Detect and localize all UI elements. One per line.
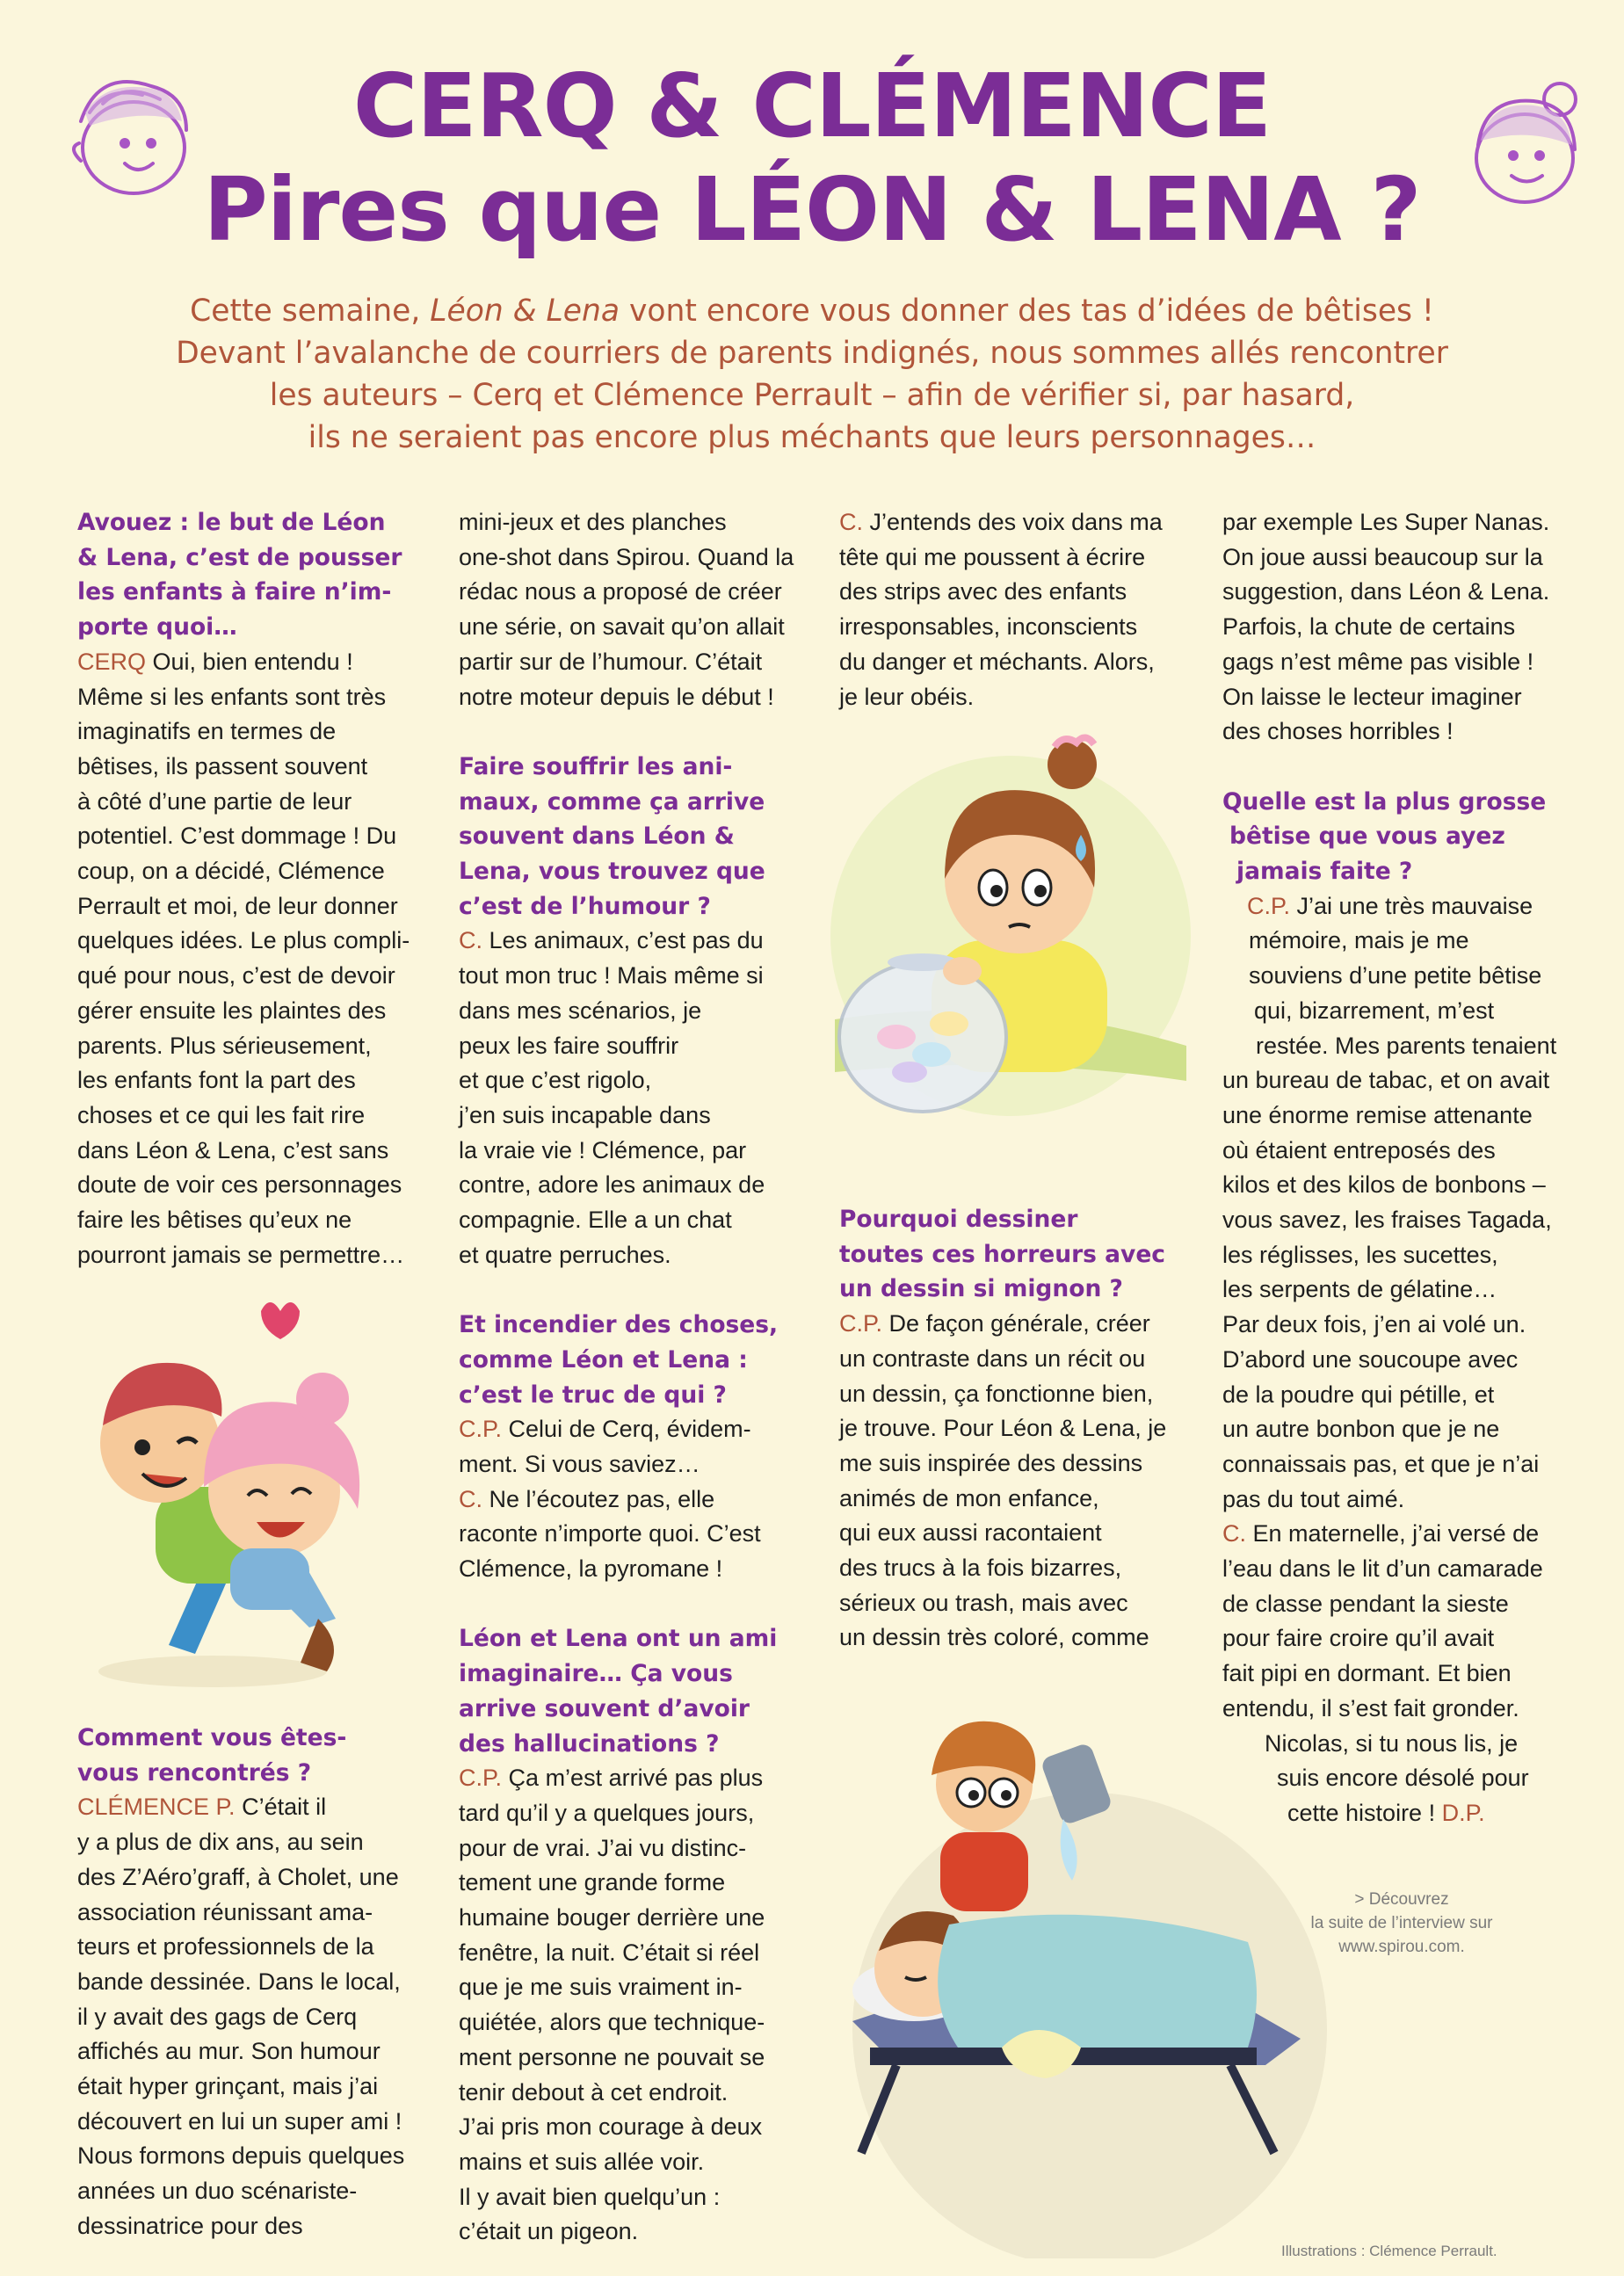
intro-text: Léon & Lena bbox=[430, 294, 620, 329]
hugging-kids-illustration bbox=[54, 1285, 406, 1698]
column-1 bbox=[77, 505, 429, 1272]
question-4 bbox=[459, 1308, 810, 1412]
text-line: ment. Si vous saviez… bbox=[459, 1450, 700, 1477]
text-line: jamais faite ? bbox=[1236, 858, 1413, 886]
text-line: je trouve. Pour Léon & Lena, je bbox=[839, 1415, 1167, 1442]
text-line: c’est le truc de qui ? bbox=[459, 1381, 727, 1409]
intro-text: ils ne seraient pas encore plus méchants que leurs personnages… bbox=[308, 420, 1316, 455]
text-line: une énorme remise attenante bbox=[1222, 1101, 1533, 1128]
speaker: C.P. bbox=[459, 1765, 503, 1792]
text-line: les enfants à faire n’im- bbox=[77, 578, 392, 606]
text-line: parents. Plus sérieusement, bbox=[77, 1032, 372, 1059]
text-line: teurs et professionnels de la bbox=[77, 1933, 374, 1961]
answer-7-body bbox=[1222, 924, 1591, 1517]
speaker: C.P. bbox=[459, 1416, 503, 1443]
text-line: sérieux ou trash, mais avec bbox=[839, 1589, 1128, 1616]
text-line: quelques idées. Le plus compli- bbox=[77, 927, 410, 954]
answer-7b bbox=[1222, 1517, 1591, 1552]
text-line: me suis inspirée des dessins bbox=[839, 1449, 1143, 1476]
text-line: était hyper grinçant, mais j’ai bbox=[77, 2073, 379, 2100]
text-line: D’abord une soucoupe avec bbox=[1222, 1345, 1519, 1373]
text-line: Avouez : le but de Léon bbox=[77, 509, 386, 536]
text-line: les serpents de gélatine… bbox=[1222, 1276, 1497, 1303]
intro-text: Cette semaine, bbox=[190, 294, 431, 329]
text-line: des trucs à la fois bizarres, bbox=[839, 1555, 1122, 1582]
intro-text: vont encore vous donner des tas d’idées de bêtises ! bbox=[620, 294, 1434, 329]
text-line: suis encore désolé pour bbox=[1277, 1765, 1529, 1792]
text-line: un dessin, ça fonctionne bien, bbox=[839, 1380, 1154, 1407]
answer-3-body bbox=[459, 959, 810, 1272]
text-line: la vraie vie ! Clémence, par bbox=[459, 1136, 747, 1163]
text-line: imaginatifs en termes de bbox=[77, 718, 337, 745]
text-line: fait pipi en dormant. Et bien bbox=[1222, 1660, 1512, 1687]
column-3-lower bbox=[839, 1202, 1191, 1656]
text-line: souvent dans Léon & bbox=[459, 823, 735, 851]
text-line: choses et ce qui les fait rire bbox=[77, 1101, 366, 1128]
text-line: années un duo scénariste- bbox=[77, 2178, 358, 2205]
intro-text: Devant l’avalanche de courriers de parents indignés, nous sommes allés rencontrer bbox=[176, 336, 1448, 371]
text-line: tête qui me poussent à écrire bbox=[839, 543, 1146, 570]
text-line: Faire souffrir les ani- bbox=[459, 752, 733, 780]
column-1-lower bbox=[77, 1721, 429, 2244]
answer-continued bbox=[1222, 505, 1591, 750]
text-line: Pourquoi dessiner bbox=[839, 1206, 1078, 1233]
question-5 bbox=[459, 1621, 810, 1761]
text-line: et que c’est rigolo, bbox=[459, 1067, 652, 1094]
text-line: & Lena, c’est de pousser bbox=[77, 543, 402, 571]
text-line: raconte n’importe quoi. C’est bbox=[459, 1520, 761, 1548]
text-line: souviens d’une petite bêtise bbox=[1249, 962, 1542, 989]
answer-1-body bbox=[77, 680, 429, 1273]
question-7 bbox=[1222, 785, 1591, 889]
text-line: y a plus de dix ans, au sein bbox=[77, 1829, 364, 1856]
answer-continued-body bbox=[839, 540, 1191, 715]
question-3 bbox=[459, 750, 810, 924]
speaker: C. bbox=[459, 927, 482, 954]
question-2 bbox=[77, 1721, 429, 1790]
text-line: bêtises, ils passent souvent bbox=[77, 752, 368, 779]
text-line: one-shot dans Spirou. Quand la bbox=[459, 543, 794, 570]
text-line: entendu, il s’est fait gronder. bbox=[1222, 1694, 1519, 1721]
bed-prank-illustration bbox=[800, 1714, 1380, 2258]
speaker: C. bbox=[1222, 1520, 1246, 1548]
answer-4 bbox=[459, 1412, 810, 1447]
text-line: un contraste dans un récit ou bbox=[839, 1345, 1146, 1372]
answer-2 bbox=[77, 1790, 429, 1825]
intro-text: les auteurs – Cerq et Clémence Perrault – afin de vérifier si, par hasard, bbox=[269, 378, 1355, 413]
text-line: les enfants font la part des bbox=[77, 1067, 356, 1094]
answer-5-body bbox=[459, 1796, 810, 2250]
text-line: imaginaire… Ça vous bbox=[459, 1660, 733, 1688]
text-line: quiétée, alors que technique- bbox=[459, 2009, 765, 2036]
speaker: CERQ bbox=[77, 648, 147, 675]
text-line: faire les bêtises qu’eux ne bbox=[77, 1207, 352, 1234]
text-line: de la poudre qui pétille, et bbox=[1222, 1381, 1495, 1408]
text-line: des choses horribles ! bbox=[1222, 718, 1454, 745]
answer-text: Ne l’écoutez pas, elle bbox=[489, 1485, 715, 1512]
answer-text: En maternelle, j’ai versé de bbox=[1252, 1520, 1540, 1548]
answer-text: J’ai une très mauvaise bbox=[1296, 892, 1533, 919]
text-line: bande dessinée. Dans le local, bbox=[77, 1968, 401, 1995]
text-line: Lena, vous trouvez que bbox=[459, 858, 765, 886]
text-line: mains et suis allée voir. bbox=[459, 2149, 705, 2175]
text-line: dans mes scénarios, je bbox=[459, 997, 702, 1024]
text-line: suggestion, dans Léon & Lena. bbox=[1222, 578, 1550, 605]
text-line: animés de mon enfance, bbox=[839, 1484, 1099, 1511]
more-text: > Découvrez bbox=[1354, 1890, 1449, 1909]
text-line: Quelle est la plus grosse bbox=[1222, 787, 1547, 815]
answer-4b-body bbox=[459, 1517, 810, 1586]
text-line: je leur obéis. bbox=[839, 683, 975, 710]
text-line: du danger et méchants. Alors, bbox=[839, 648, 1155, 675]
text-line: un autre bonbon que je ne bbox=[1222, 1416, 1500, 1443]
text-line: mémoire, mais je me bbox=[1249, 927, 1469, 954]
title-line-2: Pires que LÉON & LENA ? bbox=[203, 158, 1421, 261]
text-line: qui, bizarrement, m’est bbox=[1254, 997, 1495, 1024]
text-line: association réunissant ama- bbox=[77, 1898, 373, 1925]
text-line: pourront jamais se permettre… bbox=[77, 1241, 405, 1268]
text-line: contre, adore les animaux de bbox=[459, 1171, 765, 1199]
text-line: peux les faire souffrir bbox=[459, 1032, 679, 1059]
text-line: J’ai pris mon courage à deux bbox=[459, 2113, 763, 2141]
speaker: C. bbox=[839, 509, 863, 535]
speaker: CLÉMENCE P. bbox=[77, 1794, 236, 1821]
text-line: kilos et des kilos de bonbons – bbox=[1222, 1171, 1546, 1199]
text-line: humaine bouger derrière une bbox=[459, 1904, 765, 1932]
text-line: des hallucinations ? bbox=[459, 1729, 720, 1758]
text-line: dessinatrice pour des bbox=[77, 2212, 303, 2239]
text-line: vous savez, les fraises Tagada, bbox=[1222, 1207, 1552, 1234]
text-line: il y avait des gags de Cerq bbox=[77, 2003, 358, 2030]
text-line: découvert en lui un super ami ! bbox=[77, 2107, 402, 2135]
text-line: pour faire croire qu’il avait bbox=[1222, 1625, 1495, 1652]
more-url: www.spirou.com. bbox=[1338, 1938, 1465, 1956]
text-line: notre moteur depuis le début ! bbox=[459, 683, 774, 710]
text-line: tement une grande forme bbox=[459, 1869, 726, 1896]
answer-text: De façon générale, créer bbox=[888, 1310, 1150, 1337]
text-line: irresponsables, inconscients bbox=[839, 613, 1138, 641]
signature: D.P. bbox=[1441, 1800, 1485, 1826]
answer-3 bbox=[459, 924, 810, 959]
text-line: c’était un pigeon. bbox=[459, 2218, 639, 2245]
text-line: arrive souvent d’avoir bbox=[459, 1694, 750, 1722]
answer-continued bbox=[459, 505, 810, 714]
column-3 bbox=[839, 505, 1191, 714]
text-line: l’eau dans le lit d’un camarade bbox=[1222, 1555, 1543, 1583]
text-line: compagnie. Elle a un chat bbox=[459, 1207, 732, 1234]
speaker: C.P. bbox=[839, 1310, 883, 1337]
text-line: des Z’Aéro’graff, à Cholet, une bbox=[77, 1863, 399, 1890]
text-line: affichés au mur. Son humour bbox=[77, 2038, 381, 2065]
text-line: pour de vrai. J’ai vu distinc- bbox=[459, 1834, 747, 1861]
text-line: Et incendier des choses, bbox=[459, 1311, 779, 1339]
question-6 bbox=[839, 1202, 1191, 1307]
speaker: C. bbox=[459, 1485, 482, 1512]
answer-5 bbox=[459, 1761, 810, 1796]
text-line: gags n’est même pas visible ! bbox=[1222, 648, 1534, 675]
text-line: mini-jeux et des planches bbox=[459, 509, 727, 535]
text-line: Même si les enfants sont très bbox=[77, 683, 387, 710]
answer-text: C’était il bbox=[242, 1794, 327, 1821]
text-line: qué pour nous, c’est de devoir bbox=[77, 962, 395, 989]
intro bbox=[79, 290, 1545, 459]
text-line: que je me suis vraiment in- bbox=[459, 1974, 743, 2001]
speaker: C.P. bbox=[1247, 892, 1291, 919]
text-line: toutes ces horreurs avec bbox=[839, 1240, 1166, 1268]
text-line: Par deux fois, j’en ai volé un. bbox=[1222, 1311, 1526, 1338]
text-line: gérer ensuite les plaintes des bbox=[77, 997, 387, 1024]
text-line: tenir debout à cet endroit. bbox=[459, 2078, 729, 2106]
text-line: tard qu’il y a quelques jours, bbox=[459, 1799, 755, 1826]
answer-6 bbox=[839, 1307, 1191, 1342]
text-line: j’en suis incapable dans bbox=[459, 1101, 711, 1128]
column-2 bbox=[459, 505, 810, 2250]
answer-text: Oui, bien entendu ! bbox=[152, 648, 353, 675]
text-line: Il y avait bien quelqu’un : bbox=[459, 2183, 721, 2210]
text-line: On joue aussi beaucoup sur la bbox=[1222, 543, 1543, 570]
text-line: porte quoi… bbox=[77, 613, 237, 641]
text-line: dans Léon & Lena, c’est sans bbox=[77, 1136, 389, 1163]
text-line: vous rencontrés ? bbox=[77, 1758, 312, 1787]
answer-7 bbox=[1222, 889, 1591, 924]
text-line: comme Léon et Lena : bbox=[459, 1345, 748, 1374]
answer-2-body bbox=[77, 1825, 429, 2243]
text-line: Clémence, la pyromane ! bbox=[459, 1555, 723, 1583]
text-line: On laisse le lecteur imaginer bbox=[1222, 683, 1522, 710]
text-line: un bureau de tabac, et on avait bbox=[1222, 1067, 1550, 1094]
text-line: c’est de l’humour ? bbox=[459, 892, 711, 920]
text-line: à côté d’une partie de leur bbox=[77, 787, 352, 815]
text-line: maux, comme ça arrive bbox=[459, 787, 765, 815]
text-line: pas du tout aimé. bbox=[1222, 1485, 1405, 1512]
answer-text: Ça m’est arrivé pas plus bbox=[508, 1765, 764, 1792]
text-line: Léon et Lena ont un ami bbox=[459, 1625, 778, 1653]
more-text: la suite de l’interview sur bbox=[1310, 1914, 1493, 1932]
text-line: Parfois, la chute de certains bbox=[1222, 613, 1516, 641]
answer-4-body bbox=[459, 1447, 810, 1482]
column-4 bbox=[1222, 505, 1591, 1831]
answer-1 bbox=[77, 645, 429, 680]
text-line: bêtise que vous ayez bbox=[1229, 823, 1505, 851]
text-line: un dessin très coloré, comme bbox=[839, 1624, 1149, 1651]
illustration-credit: Illustrations : Clémence Perrault. bbox=[1281, 2243, 1497, 2259]
text-line: doute de voir ces personnages bbox=[77, 1171, 402, 1199]
text-line: coup, on a décidé, Clémence bbox=[77, 858, 385, 885]
answer-6-body bbox=[839, 1342, 1191, 1656]
answer-text: J’entends des voix dans ma bbox=[869, 509, 1163, 535]
text-line: Perrault et moi, de leur donner bbox=[77, 892, 398, 919]
text-line: connaissais pas, et que je n’ai bbox=[1222, 1450, 1540, 1477]
text-line: qui eux aussi racontaient bbox=[839, 1519, 1102, 1547]
text-line: et quatre perruches. bbox=[459, 1241, 671, 1268]
text-line: rédac nous a proposé de créer bbox=[459, 578, 782, 605]
text-line: où étaient entreposés des bbox=[1222, 1136, 1496, 1163]
text-line: ment personne ne pouvait se bbox=[459, 2043, 765, 2070]
text-line: restée. Mes parents tenaient bbox=[1256, 1032, 1557, 1059]
candy-jar-illustration bbox=[817, 729, 1195, 1142]
answer-4b bbox=[459, 1482, 810, 1518]
text-line: Comment vous êtes- bbox=[77, 1724, 347, 1751]
text-line: des strips avec des enfants bbox=[839, 578, 1127, 605]
text-line: un dessin si mignon ? bbox=[839, 1275, 1123, 1303]
text-line: fenêtre, la nuit. C’était si réel bbox=[459, 1939, 760, 1966]
title-line-1: CERQ & CLÉMENCE bbox=[352, 54, 1272, 157]
page-title bbox=[0, 54, 1624, 262]
text-line: tout mon truc ! Mais même si bbox=[459, 962, 764, 989]
answer-text: Les animaux, c’est pas du bbox=[489, 927, 764, 954]
text-line: potentiel. C’est dommage ! Du bbox=[77, 823, 397, 850]
question-1 bbox=[77, 505, 429, 645]
answer-text: cette histoire ! bbox=[1287, 1800, 1436, 1826]
text-line: par exemple Les Super Nanas. bbox=[1222, 509, 1550, 535]
text-line: partir sur de l’humour. C’était bbox=[459, 648, 763, 675]
text-line: Nous formons depuis quelques bbox=[77, 2142, 405, 2170]
text-line: les réglisses, les sucettes, bbox=[1222, 1241, 1498, 1268]
text-line: de classe pendant la sieste bbox=[1222, 1590, 1509, 1617]
answer-text: Celui de Cerq, évidem- bbox=[508, 1416, 751, 1443]
text-line: Nicolas, si tu nous lis, je bbox=[1265, 1729, 1519, 1757]
answer-continued bbox=[839, 505, 1191, 540]
text-line: une série, on savait qu’on allait bbox=[459, 613, 785, 641]
